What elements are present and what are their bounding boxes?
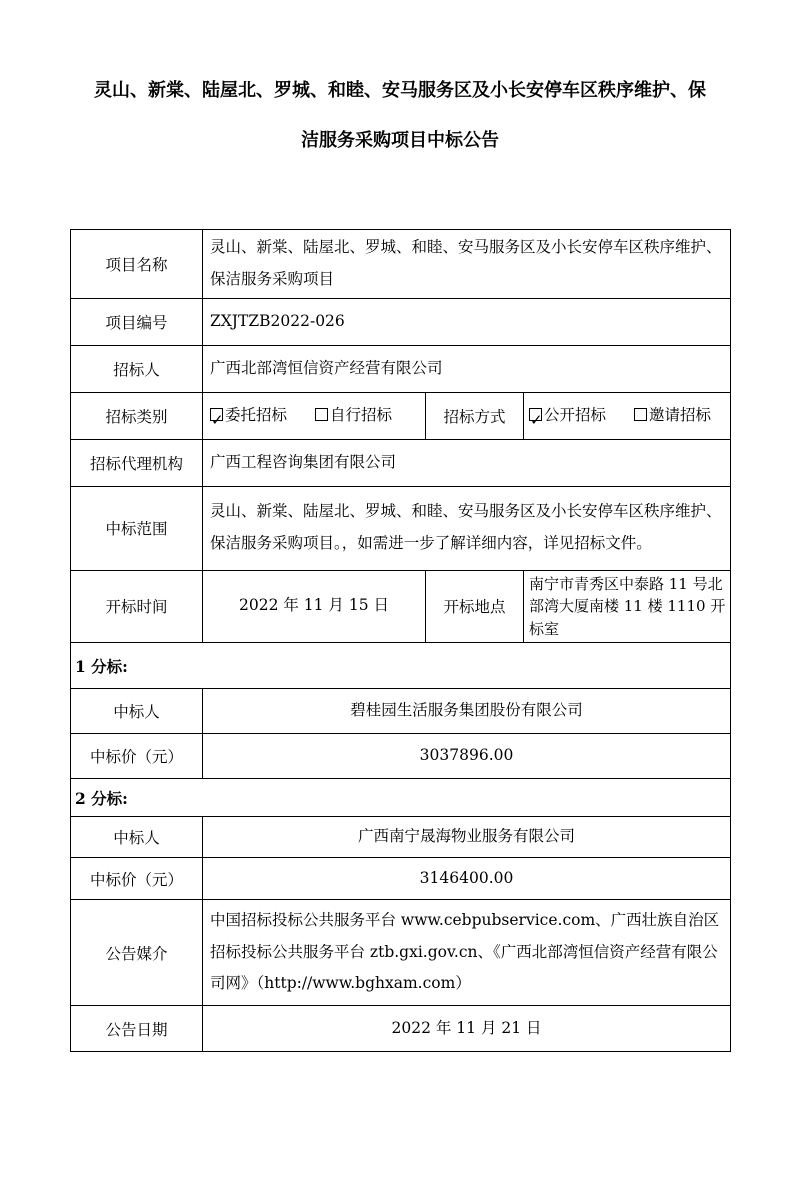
row-media — [71, 900, 731, 1006]
bid-opening-place-label: 开标地点 — [426, 570, 524, 643]
tender-category-options — [203, 392, 426, 439]
media-label: 公告媒介 — [71, 900, 203, 1006]
option-open-tender-label: 公开招标 — [544, 405, 607, 424]
row-announce-date — [71, 1006, 731, 1052]
section1-winner-value: 碧桂园生活服务集团股份有限公司 — [203, 689, 731, 734]
row-agency — [71, 439, 731, 486]
project-number-value: ZXJTZB2022-026 — [203, 298, 731, 345]
project-name-value: 灵山、新棠、陆屋北、罗城、和睦、安马服务区及小长安停车区秩序维护、保洁服务采购项目 — [203, 230, 731, 299]
section2-winner-value: 广西南宁晟海物业服务有限公司 — [203, 817, 731, 858]
option-self-tender — [315, 400, 392, 432]
tender-method-options — [524, 392, 731, 439]
tender-category-label: 招标类别 — [71, 392, 203, 439]
tenderee-value: 广西北部湾恒信资产经营有限公司 — [203, 345, 731, 392]
agency-label: 招标代理机构 — [71, 439, 203, 486]
award-scope-label: 中标范围 — [71, 486, 203, 570]
announce-date-label: 公告日期 — [71, 1006, 203, 1052]
row-project-number — [71, 298, 731, 345]
award-scope-value: 灵山、新棠、陆屋北、罗城、和睦、安马服务区及小长安停车区秩序维护、保洁服务采购项目。，如需进一步了解详细内容，详见招标文件。 — [203, 486, 731, 570]
option-invited-tender-label: 邀请招标 — [649, 405, 712, 424]
row-section1-heading — [71, 643, 731, 689]
row-section2-price — [71, 858, 731, 900]
page-title: 灵山、新棠、陆屋北、罗城、和睦、安马服务区及小长安停车区秩序维护、保洁服务采购项目中标公告 — [94, 80, 706, 151]
row-project-name — [71, 230, 731, 299]
checkbox-delegated-tender-icon[interactable] — [210, 408, 223, 421]
project-number-label: 项目编号 — [71, 298, 203, 345]
option-open-tender — [529, 400, 606, 432]
agency-value: 广西工程咨询集团有限公司 — [203, 439, 731, 486]
option-invited-tender — [634, 400, 711, 432]
section2-heading: 2 分标: — [71, 779, 731, 817]
section1-heading: 1 分标: — [71, 643, 731, 689]
section2-winner-label: 中标人 — [71, 817, 203, 858]
announce-date-value: 2022 年 11 月 21 日 — [203, 1006, 731, 1052]
section2-price-value: 3146400.00 — [203, 858, 731, 900]
section2-price-label: 中标价（元） — [71, 858, 203, 900]
bid-opening-time-label: 开标时间 — [71, 570, 203, 643]
checkbox-open-tender-icon[interactable] — [529, 408, 542, 421]
row-tender-category — [71, 392, 731, 439]
bid-opening-time-value: 2022 年 11 月 15 日 — [203, 570, 426, 643]
row-section1-winner — [71, 689, 731, 734]
announcement-table — [70, 229, 731, 1052]
row-section2-winner — [71, 817, 731, 858]
tenderee-label: 招标人 — [71, 345, 203, 392]
tender-method-label: 招标方式 — [426, 392, 524, 439]
option-delegated-tender — [210, 400, 287, 432]
row-bid-opening — [71, 570, 731, 643]
option-delegated-tender-label: 委托招标 — [225, 405, 288, 424]
project-name-label: 项目名称 — [71, 230, 203, 299]
section1-price-label: 中标价（元） — [71, 734, 203, 779]
option-self-tender-label: 自行招标 — [330, 405, 393, 424]
row-section1-price — [71, 734, 731, 779]
row-award-scope — [71, 486, 731, 570]
row-tenderee — [71, 345, 731, 392]
section1-winner-label: 中标人 — [71, 689, 203, 734]
checkbox-invited-tender-icon[interactable] — [634, 408, 647, 421]
section1-price-value: 3037896.00 — [203, 734, 731, 779]
row-section2-heading — [71, 779, 731, 817]
media-value: 中国招标投标公共服务平台 www.cebpubservice.com、广西壮族自治区招标投标公共服务平台 ztb.gxi.gov.cn、《广西北部湾恒信资产经营有限公司网》（http://www.bghxam.com） — [203, 900, 731, 1006]
bid-opening-place-value: 南宁市青秀区中泰路 11 号北部湾大厦南楼 11 楼 1110 开标室 — [524, 570, 731, 643]
checkbox-self-tender-icon[interactable] — [315, 408, 328, 421]
